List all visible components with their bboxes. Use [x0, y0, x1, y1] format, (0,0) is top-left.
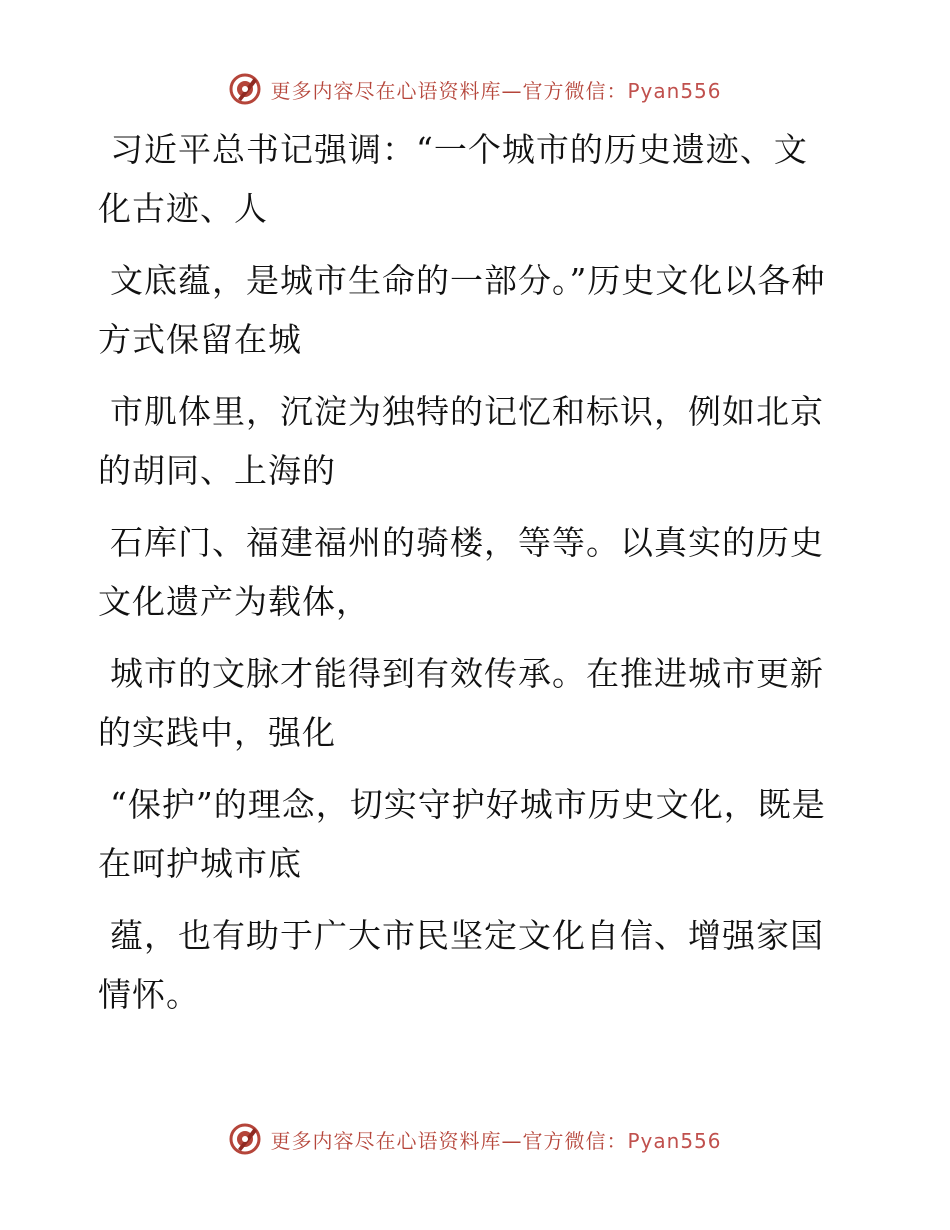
paragraph: 习近平总书记强调：“一个城市的历史遗迹、文化古迹、人 — [98, 130, 808, 228]
watermark-text: 更多内容尽在心语资料库—官方微信：Pyan556 — [270, 1128, 722, 1153]
quill-seal-logo-icon — [228, 1122, 262, 1156]
paragraph: 市肌体里，沉淀为独特的记忆和标识，例如北京的胡同、上海的 — [98, 392, 824, 490]
paragraph: 文底蕴，是城市生命的一部分。”历史文化以各种方式保留在城 — [98, 261, 826, 359]
watermark-contact: Pyan556 — [627, 78, 722, 103]
paragraph: 城市的文脉才能得到有效传承。在推进城市更新的实践中，强化 — [98, 654, 824, 752]
quill-seal-logo-icon — [228, 72, 262, 106]
watermark-text: 更多内容尽在心语资料库—官方微信：Pyan556 — [270, 78, 722, 103]
paragraph: 石库门、福建福州的骑楼，等等。以真实的历史文化遗产为载体， — [98, 523, 824, 621]
document-body — [98, 120, 828, 1037]
header-watermark — [0, 72, 950, 106]
paragraph: 蕴，也有助于广大市民坚定文化自信、增强家国情怀。 — [98, 916, 824, 1014]
watermark-contact: Pyan556 — [627, 1128, 722, 1153]
footer-watermark — [0, 1122, 950, 1156]
paragraph: “保护”的理念，切实守护好城市历史文化，既是在呵护城市底 — [98, 785, 826, 883]
